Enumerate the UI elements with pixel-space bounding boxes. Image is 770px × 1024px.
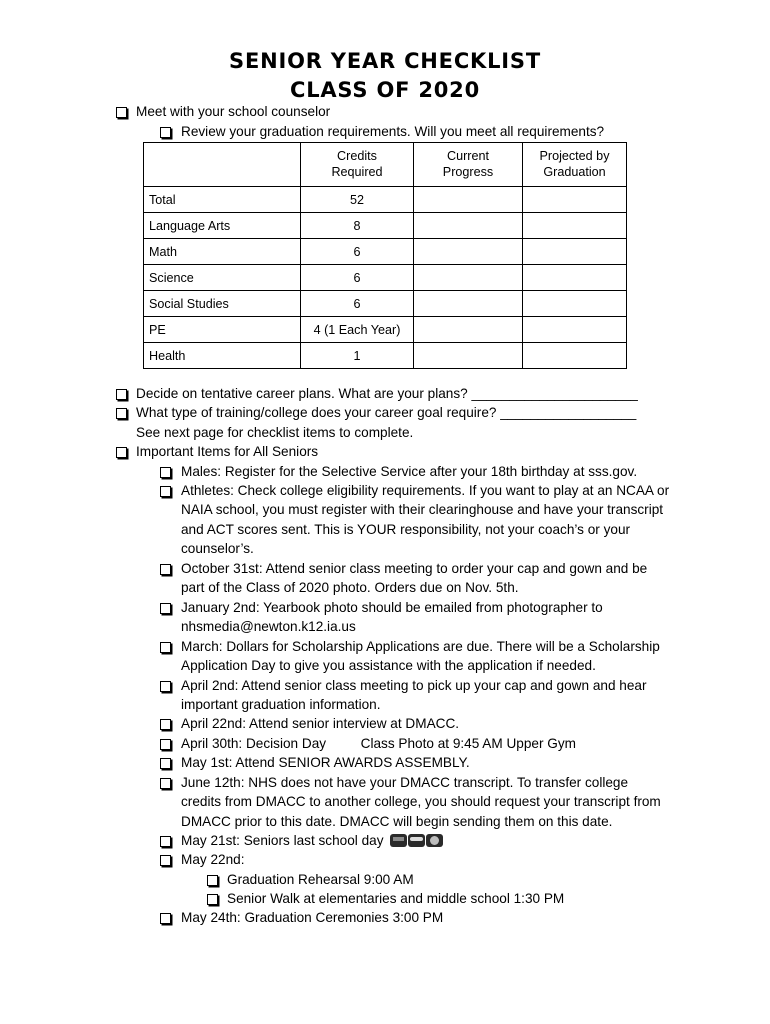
checkbox[interactable] (160, 486, 171, 497)
checkbox[interactable] (207, 875, 218, 886)
current-progress-cell[interactable] (414, 317, 523, 343)
checkbox[interactable] (160, 642, 171, 653)
march-text: Application Day to give you assistance with the application if needed. (181, 658, 596, 673)
current-progress-header: Current Progress (414, 143, 523, 187)
credits-cell: 6 (301, 265, 414, 291)
subject-cell: Health (144, 343, 301, 369)
credits-cell: 1 (301, 343, 414, 369)
projected-cell[interactable] (523, 239, 627, 265)
checkbox[interactable] (116, 389, 127, 400)
page-subtitle: CLASS OF 2020 (289, 78, 481, 102)
projected-cell[interactable] (523, 187, 627, 213)
table-row (144, 317, 627, 343)
checkbox[interactable] (160, 836, 171, 847)
checkbox[interactable] (160, 467, 171, 478)
projected-cell[interactable] (523, 265, 627, 291)
subject-cell: Math (144, 239, 301, 265)
projected-cell[interactable] (523, 213, 627, 239)
table-row (144, 239, 627, 265)
ball-icon (426, 834, 443, 847)
credits-cell: 6 (301, 239, 414, 265)
table-row (144, 213, 627, 239)
checkbox[interactable] (160, 913, 171, 924)
table-header-row (144, 143, 627, 187)
subject-cell: PE (144, 317, 301, 343)
checkbox[interactable] (116, 107, 127, 118)
checkbox[interactable] (160, 778, 171, 789)
athletes-text: and ACT scores sent. This is YOUR responsibility, not your coach’s or your (181, 522, 631, 537)
subject-cell: Total (144, 187, 301, 213)
subject-header (144, 143, 301, 187)
checkbox[interactable] (160, 855, 171, 866)
current-progress-cell[interactable] (414, 213, 523, 239)
checkbox[interactable] (160, 603, 171, 614)
celebration-emoji-group (390, 834, 444, 847)
credits-cell: 52 (301, 187, 414, 213)
checkbox[interactable] (160, 681, 171, 692)
projected-cell[interactable] (523, 317, 627, 343)
checkbox[interactable] (116, 408, 127, 419)
current-progress-cell[interactable] (414, 187, 523, 213)
current-progress-cell[interactable] (414, 343, 523, 369)
credits-cell: 6 (301, 291, 414, 317)
graduation-requirements-table (143, 142, 627, 369)
sunglasses-icon (408, 834, 425, 847)
table-row (144, 343, 627, 369)
june-12-text: DMACC prior to this date. DMACC will begin sending them on this date. (181, 814, 613, 829)
checkbox[interactable] (207, 894, 218, 905)
credits-cell: 4 (1 Each Year) (301, 317, 414, 343)
checkbox[interactable] (160, 758, 171, 769)
projected-header: Projected by Graduation (523, 143, 627, 187)
checkbox[interactable] (116, 447, 127, 458)
checklist-page: SENIOR YEAR CHECKLIST CLASS OF 2020 Meet with your school counselor Review your graduation requirements. Will you meet all requirements? Credits Required Current Progress Projected by Graduation Total 52 Language Arts 8 Math 6 Science 6 Social Studies 6 PE 4 (1 Each Year) Health 1 Decide on tentative career plans. What are your plans? ______________________ What type of training/college does your career goal require? __________________ See next page for checklist items to complete. Important Items for All Seniors Males: Register for the Selective Service after your 18th birthday at sss.gov. Athletes: Check college eligibility requirements. If you want to play at an NCAA or NAIA school, you must register with their clearinghouse and have your transcript and ACT scores sent. This is YOUR responsibility, not your coach’s or your counselor’s. October 31st: Attend senior class meeting to order your cap and gown and be part of the Class of 2020 photo. Orders due on Nov. 5th. January 2nd: Yearbook photo should be emailed from photographer to nhsmedia@newton.k12.ia.us March: Dollars for Scholarship Applications are due. There will be a Scholarship Application Day to give you assistance with the application if needed. April 2nd: Attend senior class meeting to pick up your cap and gown and hear important graduation information. April 22nd: Attend senior interview at DMACC. April 30th: Decision Day Class Photo at 9:45 AM Upper Gym May 1st: Attend SENIOR AWARDS ASSEMBLY. June 12th: NHS does not have your DMACC transcript. To transfer college credits from DMACC to another college, you should request your transcript from DMACC prior to this date. DMACC will begin sending them on this date. May 21st: Seniors last school day May 22nd: Graduation Rehearsal 9:00 AM Senior Walk at elementaries and middle school 1:30 PM May 24th: Graduation Ceremonies 3:00 PM (0, 0, 770, 1024)
june-12-text: credits from DMACC to another college, you should request your transcript from (181, 794, 661, 809)
current-progress-cell[interactable] (414, 239, 523, 265)
class-photo: Class Photo at 9:45 AM Upper Gym (360, 736, 576, 751)
credits-required-header: Credits Required (301, 143, 414, 187)
april-2-text: important graduation information. (181, 697, 381, 712)
projected-cell[interactable] (523, 343, 627, 369)
credits-cell: 8 (301, 213, 414, 239)
table-row (144, 187, 627, 213)
current-progress-cell[interactable] (414, 265, 523, 291)
october-text: part of the Class of 2020 photo. Orders due on Nov. 5th. (181, 580, 519, 595)
checkbox[interactable] (160, 127, 171, 138)
see-next-page-note: See next page for checklist items to complete. (136, 425, 414, 440)
athletes-text: counselor’s. (181, 541, 254, 556)
table-row (144, 265, 627, 291)
checkbox[interactable] (160, 564, 171, 575)
athletes-text: NAIA school, you must register with their clearinghouse and have your transcript (181, 502, 664, 517)
subject-cell: Science (144, 265, 301, 291)
checkbox[interactable] (160, 719, 171, 730)
subject-cell: Social Studies (144, 291, 301, 317)
current-progress-cell[interactable] (414, 291, 523, 317)
decision-day: April 30th: Decision Day (181, 736, 327, 751)
checkbox[interactable] (160, 739, 171, 750)
projected-cell[interactable] (523, 291, 627, 317)
page-title: SENIOR YEAR CHECKLIST (229, 49, 541, 73)
subject-cell: Language Arts (144, 213, 301, 239)
graduation-cap-icon (390, 834, 407, 847)
table-row (144, 291, 627, 317)
yearbook-email: nhsmedia@newton.k12.ia.us (181, 619, 356, 634)
